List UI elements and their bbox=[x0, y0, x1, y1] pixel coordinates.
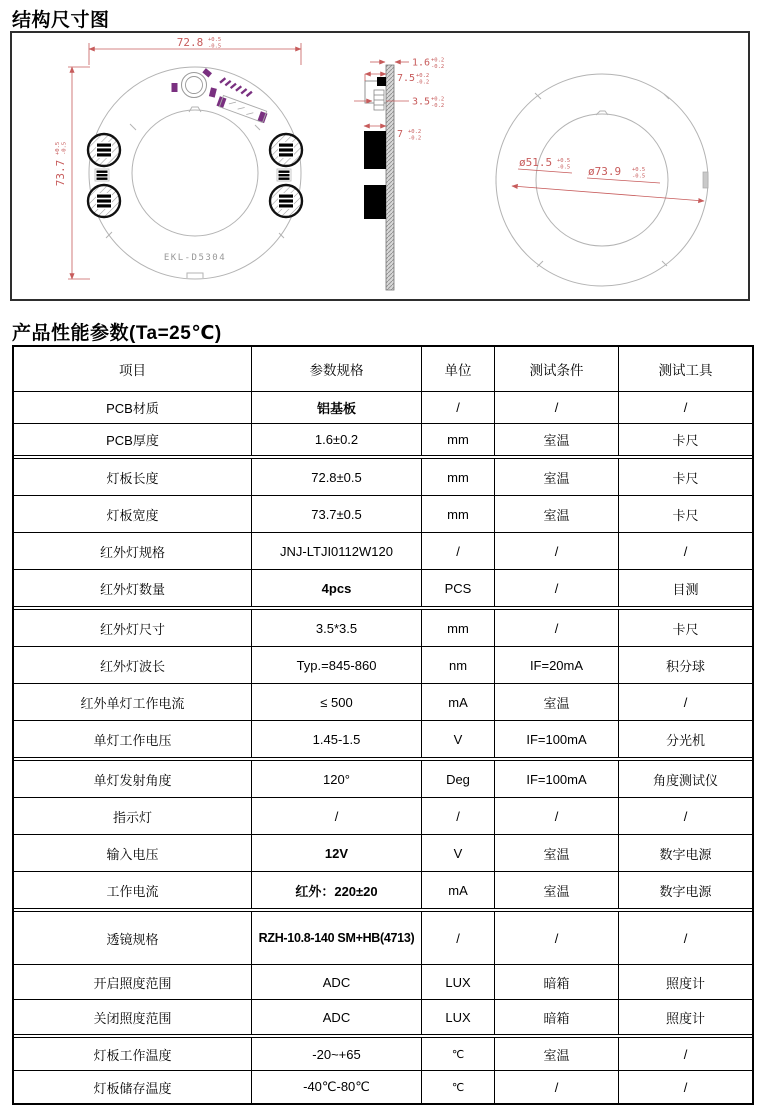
table-cell-value: 红外：220±20 bbox=[252, 872, 422, 908]
table-cell-unit: LUX bbox=[422, 1000, 495, 1034]
back-view bbox=[496, 74, 708, 286]
table-cell-condition: IF=20mA bbox=[495, 647, 619, 683]
table-cell-unit: mm bbox=[422, 424, 495, 455]
table-cell-tool: / bbox=[683, 543, 688, 559]
front-height-dimension bbox=[68, 67, 90, 279]
table-cell-condition: / bbox=[495, 912, 619, 964]
front-height-tol-minus: -0.5 bbox=[61, 141, 68, 155]
table-cell-item: 红外灯数量 bbox=[14, 570, 252, 606]
side-thickness-tol-minus: -0.2 bbox=[431, 64, 445, 70]
table-row bbox=[14, 720, 752, 757]
ir-led-chips bbox=[96, 142, 294, 209]
table-cell-condition: 暗箱 bbox=[495, 1000, 619, 1034]
side-pin-header bbox=[374, 90, 384, 110]
table-cell-item: 开启照度范围 bbox=[14, 965, 252, 999]
table-cell-unit: ℃ bbox=[422, 1071, 495, 1103]
table-cell-condition: 室温 bbox=[495, 459, 619, 495]
table-cell-item: 指示灯 bbox=[14, 798, 252, 834]
header-condition: 测试条件 bbox=[495, 347, 619, 391]
table-row bbox=[14, 757, 752, 797]
table-row bbox=[14, 999, 752, 1034]
table-cell-tool: / bbox=[683, 808, 688, 824]
front-width-tol-minus: -0.5 bbox=[208, 43, 222, 50]
table-cell-tool: / bbox=[683, 1046, 688, 1062]
table-row bbox=[14, 834, 752, 871]
table-cell-value: JNJ-LTJI0112W120 bbox=[252, 533, 422, 569]
table-row bbox=[14, 871, 752, 908]
table-row bbox=[14, 391, 752, 423]
table-header-row bbox=[14, 347, 752, 391]
side-connector-block-1 bbox=[364, 131, 386, 169]
table-cell-condition: 室温 bbox=[495, 835, 619, 871]
table-cell-unit: mm bbox=[422, 610, 495, 646]
table-cell-tool: 分光机 bbox=[665, 732, 705, 748]
table-cell-unit: nm bbox=[422, 647, 495, 683]
table-cell-tool: 目测 bbox=[672, 581, 699, 597]
table-cell-unit: V bbox=[422, 721, 495, 757]
mid-component-icon bbox=[95, 169, 291, 181]
parameters-table bbox=[12, 345, 754, 1105]
table-row bbox=[14, 606, 752, 646]
table-cell-tool: / bbox=[683, 930, 688, 946]
side-view bbox=[354, 58, 444, 291]
structure-section-title: 结构尺寸图 bbox=[12, 10, 110, 31]
inner-diameter-tol-minus: -0.5 bbox=[557, 164, 571, 171]
table-row bbox=[14, 1034, 752, 1070]
table-cell-item: 单灯工作电压 bbox=[14, 721, 252, 757]
table-cell-condition: 室温 bbox=[495, 872, 619, 908]
table-cell-condition: 室温 bbox=[495, 684, 619, 720]
table-cell-item: 红外灯波长 bbox=[14, 647, 252, 683]
table-cell-value: RZH-10.8-140 SM+HB(4713) bbox=[252, 912, 422, 964]
table-cell-unit: PCS bbox=[422, 570, 495, 606]
table-cell-tool: 照度计 bbox=[665, 975, 705, 991]
table-cell-unit: LUX bbox=[422, 965, 495, 999]
table-cell-value: ≤ 500 bbox=[252, 684, 422, 720]
table-cell-value: 1.45-1.5 bbox=[252, 721, 422, 757]
table-cell-tool: 卡尺 bbox=[672, 433, 699, 448]
table-cell-value: 12V bbox=[252, 835, 422, 871]
table-cell-item: 关闭照度范围 bbox=[14, 1000, 252, 1034]
table-row bbox=[14, 455, 752, 495]
table-cell-condition: / bbox=[495, 798, 619, 834]
table-cell-item: 工作电流 bbox=[14, 872, 252, 908]
table-row bbox=[14, 683, 752, 720]
table-cell-item: 红外单灯工作电流 bbox=[14, 684, 252, 720]
table-cell-condition: / bbox=[495, 610, 619, 646]
table-cell-item: 透镜规格 bbox=[14, 912, 252, 964]
table-cell-tool: / bbox=[683, 1079, 688, 1095]
table-cell-value: -20~+65 bbox=[252, 1038, 422, 1070]
table-cell-value: Typ.=845-860 bbox=[252, 647, 422, 683]
table-cell-unit: mA bbox=[422, 872, 495, 908]
front-height-value: 73.7 bbox=[54, 159, 67, 187]
table-cell-value: -40℃-80℃ bbox=[252, 1071, 422, 1103]
side-connector-tol-plus: +0.2 bbox=[416, 73, 430, 79]
table-row bbox=[14, 423, 752, 455]
side-component-tol-minus: -0.2 bbox=[408, 135, 422, 142]
front-height-tol-plus: +0.5 bbox=[55, 141, 61, 155]
table-cell-value: 4pcs bbox=[252, 570, 422, 606]
outer-diameter-tol-plus: +0.5 bbox=[632, 167, 646, 173]
table-row bbox=[14, 1070, 752, 1103]
outer-diameter-tol-minus: -0.5 bbox=[632, 173, 646, 180]
table-cell-item: PCB厚度 bbox=[14, 424, 252, 455]
table-cell-condition: IF=100mA bbox=[495, 761, 619, 797]
table-cell-value: 铝基板 bbox=[252, 392, 422, 423]
table-cell-unit: mm bbox=[422, 496, 495, 532]
front-width-value: 72.8 bbox=[176, 36, 204, 49]
outer-diameter-value: ø73.9 bbox=[588, 165, 622, 178]
side-connector-value: 7.5 bbox=[397, 73, 416, 84]
table-cell-unit: mA bbox=[422, 684, 495, 720]
table-cell-item: 灯板储存温度 bbox=[14, 1071, 252, 1103]
table-cell-tool: 卡尺 bbox=[672, 621, 699, 637]
table-cell-unit: / bbox=[422, 392, 495, 423]
table-cell-unit: / bbox=[422, 798, 495, 834]
table-cell-value: 1.6±0.2 bbox=[252, 424, 422, 455]
ir-led-icon bbox=[88, 134, 302, 217]
side-component-tol-plus: +0.2 bbox=[408, 129, 422, 135]
front-width-tol-plus: +0.5 bbox=[208, 37, 222, 43]
pcb-cross-section bbox=[386, 65, 394, 290]
header-tool: 测试工具 bbox=[658, 363, 713, 378]
table-cell-condition: / bbox=[495, 392, 619, 423]
table-cell-unit: / bbox=[422, 533, 495, 569]
table-cell-condition: IF=100mA bbox=[495, 721, 619, 757]
table-cell-value: ADC bbox=[252, 1000, 422, 1034]
side-pin-value: 3.5 bbox=[412, 96, 431, 108]
table-cell-condition: 室温 bbox=[495, 1038, 619, 1070]
table-cell-tool: 卡尺 bbox=[672, 507, 699, 523]
table-row bbox=[14, 495, 752, 532]
table-cell-value: 3.5*3.5 bbox=[252, 610, 422, 646]
table-cell-unit: ℃ bbox=[422, 1038, 495, 1070]
table-cell-condition: / bbox=[495, 570, 619, 606]
table-cell-tool: 数字电源 bbox=[659, 883, 712, 899]
header-unit: 单位 bbox=[422, 347, 495, 391]
table-cell-tool: 卡尺 bbox=[672, 470, 699, 486]
table-cell-unit: mm bbox=[422, 459, 495, 495]
table-cell-tool: 积分球 bbox=[665, 658, 705, 674]
table-cell-value: 73.7±0.5 bbox=[252, 496, 422, 532]
structure-drawing bbox=[10, 31, 750, 301]
table-row bbox=[14, 908, 752, 964]
side-thickness-value: 1.6 bbox=[412, 57, 431, 69]
board-model-label: EKL-D5304 bbox=[163, 253, 227, 263]
table-cell-value: 72.8±0.5 bbox=[252, 459, 422, 495]
parameters-section-title: 产品性能参数(Ta=25℃) bbox=[12, 323, 222, 344]
side-connector-tol-minus: -0.2 bbox=[416, 79, 430, 86]
table-cell-condition: 室温 bbox=[495, 424, 619, 455]
inner-diameter-tol-plus: +0.5 bbox=[557, 158, 571, 164]
table-cell-item: 灯板宽度 bbox=[14, 496, 252, 532]
table-cell-item: 灯板长度 bbox=[14, 459, 252, 495]
table-row bbox=[14, 532, 752, 569]
edge-tab bbox=[703, 172, 708, 188]
table-cell-tool: / bbox=[683, 694, 688, 710]
table-cell-item: 红外灯规格 bbox=[14, 533, 252, 569]
table-row bbox=[14, 797, 752, 834]
table-cell-item: PCB材质 bbox=[14, 392, 252, 423]
side-thickness-tol-plus: +0.2 bbox=[431, 57, 445, 64]
table-cell-unit: V bbox=[422, 835, 495, 871]
side-pin-tol-plus: +0.2 bbox=[431, 96, 445, 103]
table-cell-value: ADC bbox=[252, 965, 422, 999]
table-cell-tool: 数字电源 bbox=[659, 846, 712, 862]
table-cell-tool: 角度测试仪 bbox=[652, 772, 718, 788]
header-spec: 参数规格 bbox=[252, 347, 422, 391]
table-cell-item: 输入电压 bbox=[14, 835, 252, 871]
table-row bbox=[14, 569, 752, 606]
table-cell-item: 单灯发射角度 bbox=[14, 761, 252, 797]
side-pin-tol-minus: -0.2 bbox=[431, 103, 445, 109]
table-cell-item: 红外灯尺寸 bbox=[14, 610, 252, 646]
front-view bbox=[54, 36, 302, 279]
table-cell-item: 灯板工作温度 bbox=[14, 1038, 252, 1070]
table-cell-condition: 暗箱 bbox=[495, 965, 619, 999]
table-cell-unit: Deg bbox=[422, 761, 495, 797]
table-row bbox=[14, 646, 752, 683]
side-connector-block-2 bbox=[364, 185, 386, 219]
side-smd-block bbox=[377, 77, 386, 86]
light-sensor-icon bbox=[182, 73, 207, 98]
table-cell-value: / bbox=[252, 798, 422, 834]
inner-diameter-value: ø51.5 bbox=[519, 156, 553, 169]
table-cell-unit: / bbox=[422, 912, 495, 964]
header-item: 项目 bbox=[14, 347, 252, 391]
table-cell-condition: / bbox=[495, 1071, 619, 1103]
table-cell-tool: 照度计 bbox=[665, 1010, 705, 1026]
diameter-dimension-line bbox=[512, 186, 704, 201]
table-cell-condition: / bbox=[495, 533, 619, 569]
table-row bbox=[14, 964, 752, 999]
table-cell-value: 120° bbox=[252, 761, 422, 797]
table-cell-tool: / bbox=[683, 400, 688, 415]
side-component-value: 7 bbox=[397, 129, 404, 140]
table-cell-condition: 室温 bbox=[495, 496, 619, 532]
